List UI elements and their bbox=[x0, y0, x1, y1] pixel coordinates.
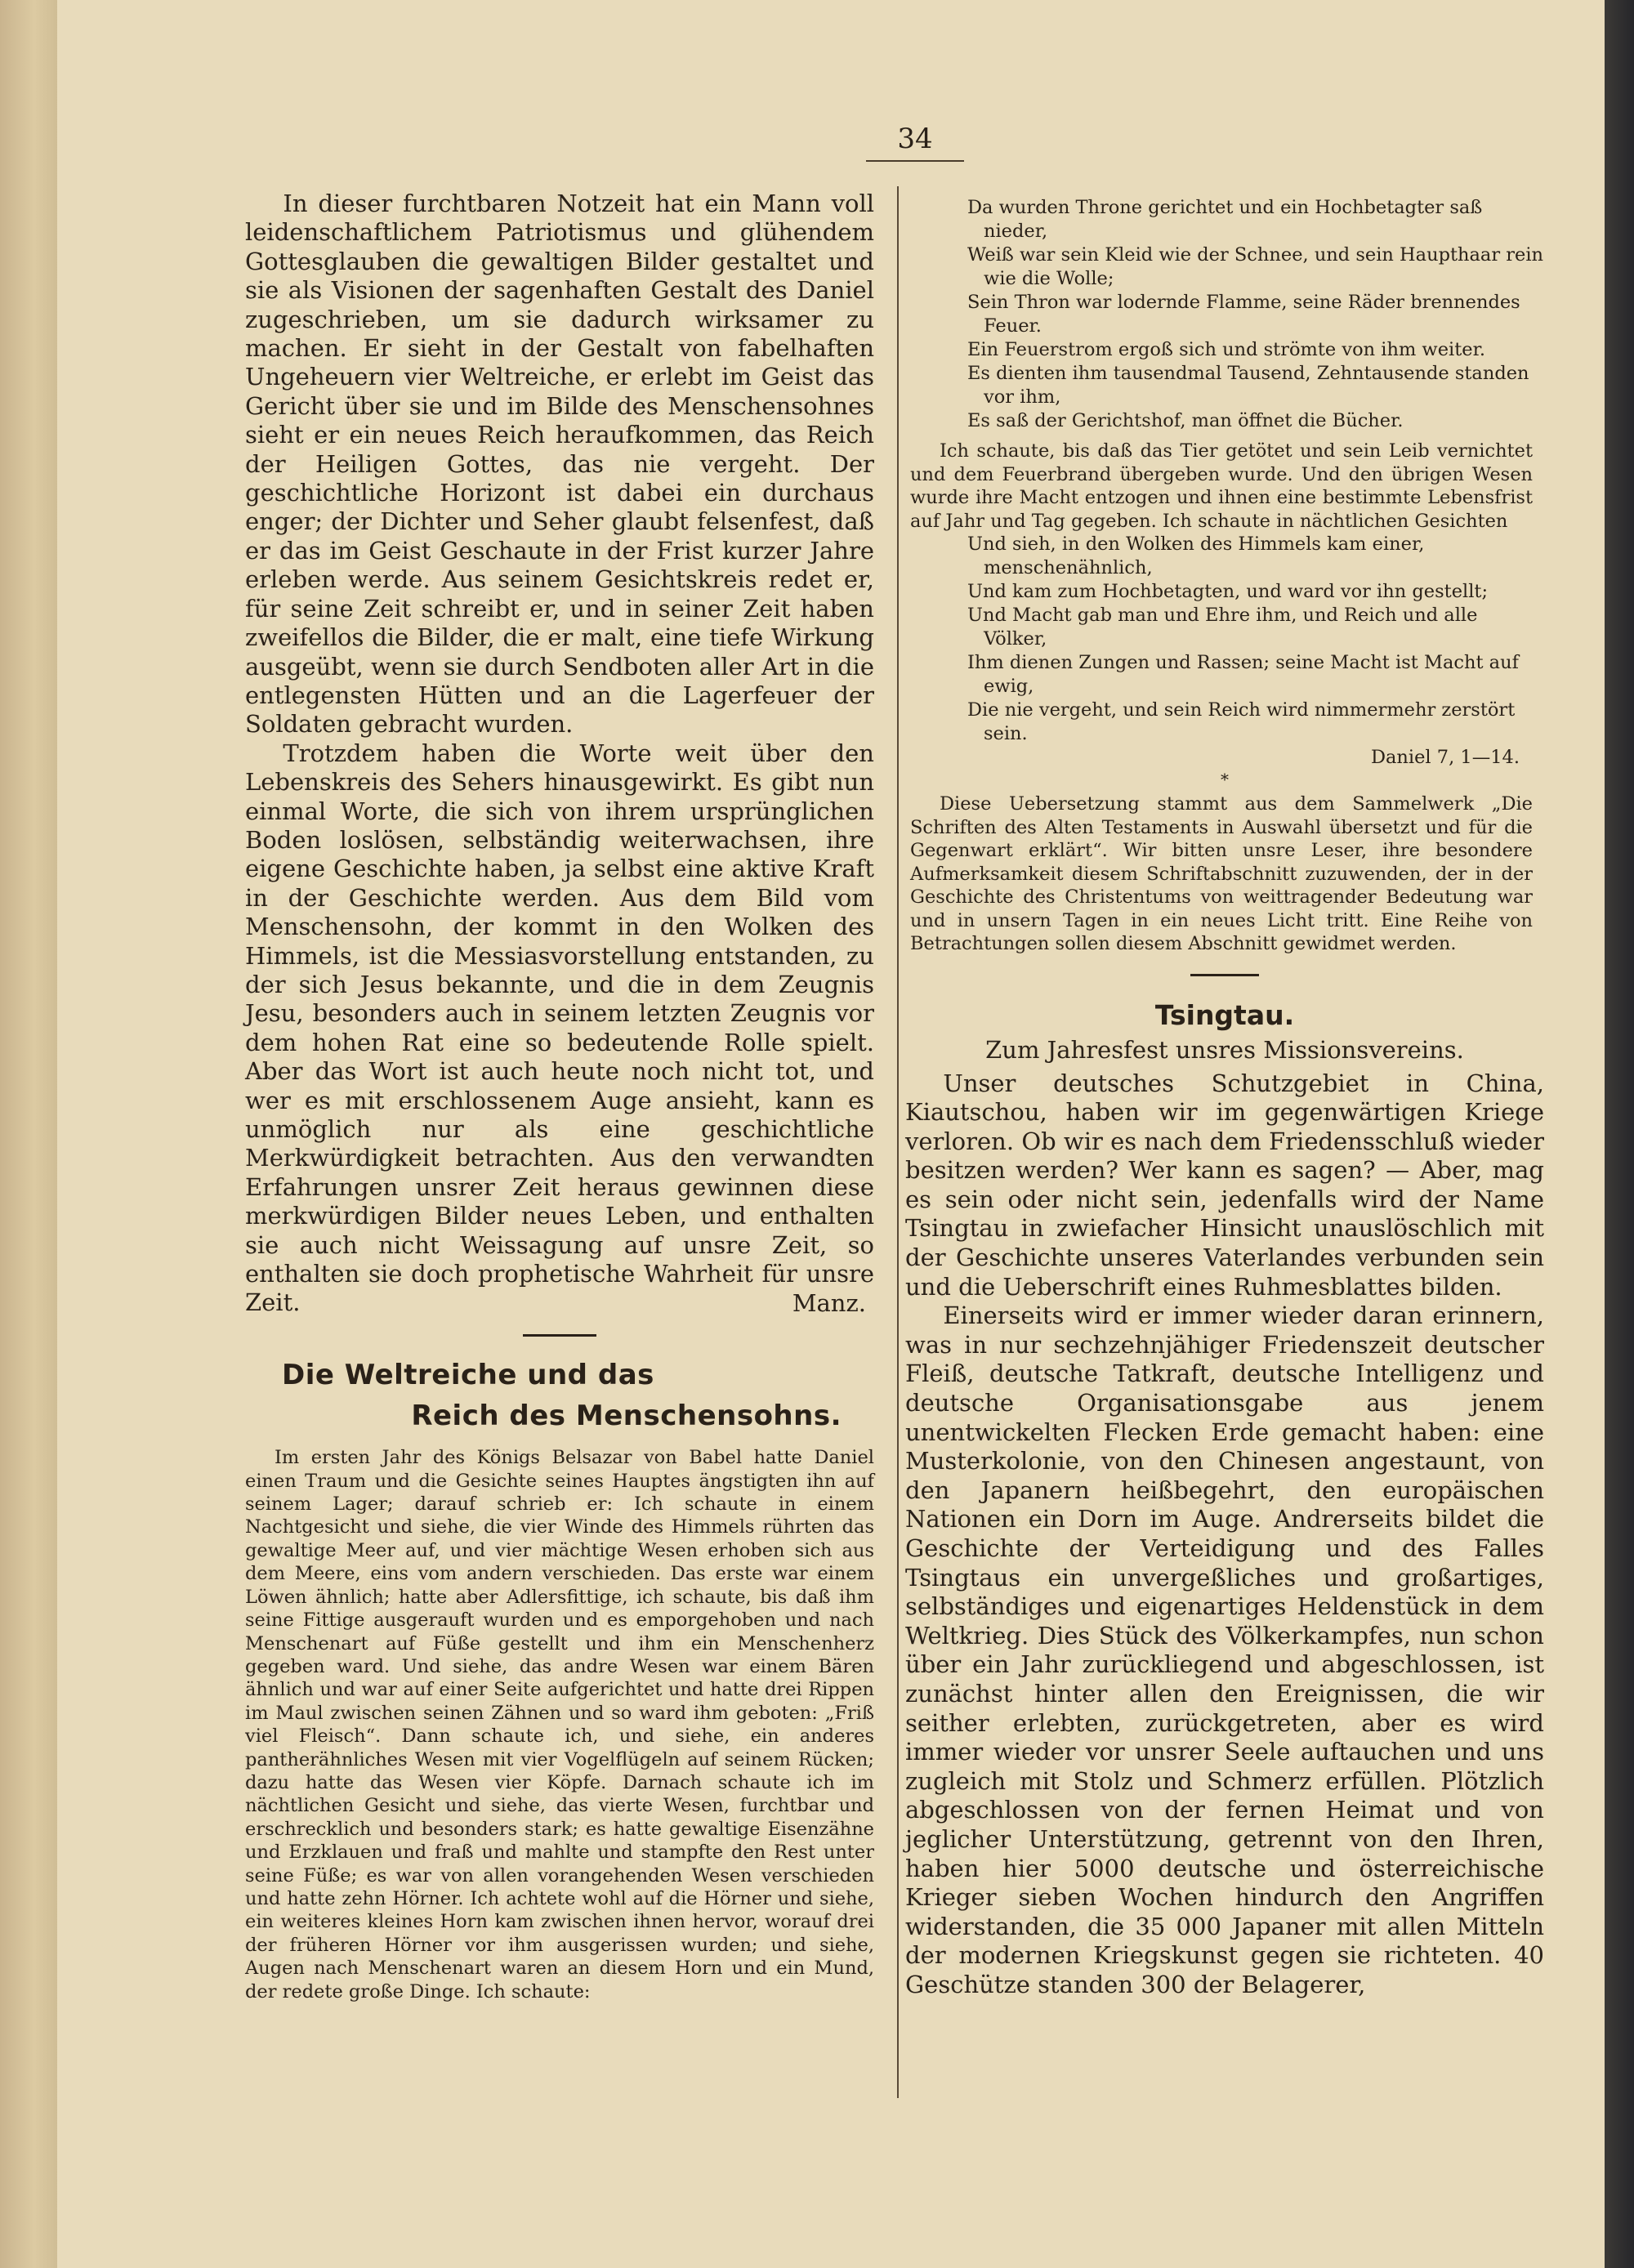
page-number: 34 bbox=[897, 123, 933, 155]
verse-line: Weiß war sein Kleid wie der Schnee, und sein Haupthaar rein wie die Wolle; bbox=[967, 244, 1544, 289]
verse-line: Und Macht gab man und Ehre ihm, und Reich und alle Völker, bbox=[967, 605, 1478, 650]
verse-line: Die nie vergeht, und sein Reich wird nimmermehr zerstört sein. bbox=[967, 699, 1516, 744]
verse-line: Ihm dienen Zungen und Rassen; seine Macht ist Macht auf ewig, bbox=[967, 652, 1519, 697]
right-column bbox=[905, 196, 1544, 2000]
page-binding-edge bbox=[0, 0, 59, 2268]
intro-paragraph-1: In dieser furchtbaren Notzeit hat ein Mann voll leidenschaftlichem Patriotismus und glühendem Gottesglauben die gewaltigen Bilder gestaltet und sie als Visionen der sagenhaften Gestalt des Daniel zugeschrieben, um sie dadurch wirksamer zu machen. Er sieht in der Gestalt von fabelhaften Ungeheuern vier Weltreiche, er erlebt im Geist das Gericht über sie und im Bilde des Menschensohnes sieht er ein neues Reich heraufkommen, das Reich der Heiligen Gottes, das nie vergeht. Der geschichtliche Horizont ist dabei ein durchaus enger; der Dichter und Seher glaubt felsenfest, daß er das im Geist Geschaute in der Frist kurzer Jahre erleben werde. Aus seinem Gesichtskreis redet er, für seine Zeit schreibt er, und in seiner Zeit haben zweifellos die Bilder, die er malt, eine tiefe Wirkung ausgeübt, wenn sie durch Sendboten aller Art in die entlegensten Hütten und an die Lagerfeuer der Soldaten gebracht wurden. bbox=[245, 190, 874, 739]
intro-paragraph-2: Trotzdem haben die Worte weit über den Lebenskreis des Sehers hinausgewirkt. Es gibt nun einmal Worte, die sich von ihrem ursprünglichen Boden loslösen, selbständig weiterwachsen, ihre eigene Geschichte haben, ja selbst eine aktive Kraft in der Geschichte werden. Aus dem Bild vom Menschensohn, der kommt in den Wolken des Himmels, ist die Messiasvorstellung entstanden, zu der sich Jesus bekannte, und die in dem Zeugnis Jesu, besonders auch in seinem letzten Zeugnis vor dem hohen Rat eine so bedeutende Rolle spielt. Aber das Wort ist auch heute noch nicht tot, und wer es mit erschlossenem Auge ansieht, kann es unmöglich nur als eine geschichtliche Merkwürdigkeit betrachten. Aus den verwandten Erfahrungen unsrer Zeit heraus gewinnen diese merkwürdigen Bilder neues Leben, und enthalten sie auch nicht Weissagung auf unsre Zeit, so enthalten sie doch prophetische Wahrheit für unsre Zeit. bbox=[245, 739, 874, 1317]
tsingtau-paragraph-1: Unser deutsches Schutzgebiet in China, Kiautschou, haben wir im gegenwärtigen Kriege verloren. Ob wir es nach dem Friedensschluß wieder besitzen werden? Wer kann es sagen? — Aber, mag es sein oder nicht sein, jedenfalls wird der Name Tsingtau in zwiefacher Hinsicht unauslöschlich mit der Geschichte unseres Vaterlandes verbunden sein und die Ueberschrift eines Ruhmesblattes bilden. bbox=[905, 1069, 1544, 1301]
verse-line: Es dienten ihm tausendmal Tausend, Zehntausende standen vor ihm, bbox=[967, 363, 1529, 408]
section-title-line-2: Reich des Menschensohns. bbox=[411, 1400, 842, 1433]
tsingtau-paragraph-2: Einerseits wird er immer wieder daran erinnern, was in nur sechzehnjähiger Friedenszeit deutscher Fleiß, deutsche Tatkraft, deutsche Intelligenz und deutsche Organisationsgabe aus jenem unentwickelten Flecken Erde gemacht haben: eine Musterkolonie, von den Chinesen angestaunt, von den Japanern heißbegehrt, den europäischen Nationen ein Dorn im Auge. Andrerseits bildet die Geschichte der Verteidigung und des Falles Tsingtaus ein unvergeßliches und großartiges, selbständiges und eigenartiges Heldenstück in dem Weltkrieg. Dies Stück des Völkerkampfes, nun schon über ein Jahr zurückliegend und abgeschlossen, ist zunächst hinter allen den Ereignissen, die wir seither erlebten, zurückgetreten, aber es wird immer wieder vor unsrer Seele auftauchen und uns zugleich mit Stolz und Schmerz erfüllen. Plötzlich abgeschlossen von der fernen Heimat und von jeglicher Unterstützung, getrennt von den Ihren, haben hier 5000 deutsche und österreichische Krieger sieben Wochen hindurch den Angriffen widerstanden, die 35 000 Japaner mit allen Mitteln der modernen Kriegskunst gegen sie richteten. 40 Geschütze standen 300 der Belagerer, bbox=[905, 1301, 1544, 1998]
verse-line: Und kam zum Hochbetagten, und ward vor ihn gestellt; bbox=[967, 581, 1489, 602]
verse-block-1 bbox=[905, 196, 1544, 433]
verse-line: Ein Feuerstrom ergoß sich und strömte von ihm weiter. bbox=[967, 339, 1485, 360]
tsingtau-article bbox=[905, 1069, 1544, 2000]
author-signature: Manz. bbox=[792, 1288, 866, 1317]
verse-line: Und sieh, in den Wolken des Himmels kam einer, menschenähnlich, bbox=[967, 534, 1425, 578]
tsingtau-title: Tsingtau. bbox=[1154, 998, 1295, 1031]
separator-star: * bbox=[1221, 770, 1229, 789]
prose-middle: Ich schaute, bis daß das Tier getötet und sein Leib vernichtet und dem Feuerbrand übergeben wurde. Und den übrigen Wesen wurde ihre Macht entzogen und ihnen eine bestimmte Lebensfrist auf Jahr und Tag gegeben. Ich schaute in nächtlichen Gesichten bbox=[910, 440, 1533, 532]
verse-line: Es saß der Gerichtshof, man öffnet die Bücher. bbox=[967, 410, 1404, 431]
column-divider bbox=[897, 186, 899, 2098]
section-rule bbox=[523, 1334, 596, 1337]
verse-line: Da wurden Throne gerichtet und ein Hochbetagter saß nieder, bbox=[967, 197, 1483, 242]
verse-block-2 bbox=[905, 533, 1544, 746]
tsingtau-subtitle: Zum Jahresfest unsres Missionsvereins. bbox=[985, 1035, 1464, 1064]
section-rule-right bbox=[1190, 974, 1259, 976]
header-rule bbox=[866, 160, 964, 162]
section-title bbox=[245, 1355, 874, 1436]
daniel-text: Im ersten Jahr des Königs Belsazar von Babel hatte Daniel einen Traum und die Gesichte seines Hauptes ängstigten ihn auf seinem Lager; darauf schrieb er: Ich schaute in einem Nachtgesicht und siehe, die vier Winde des Himmels rührten das gewaltige Meer auf, und vier mächtige Wesen erhoben sich aus dem Meere, eins vom andern verschieden. Das erste war einem Löwen ähnlich; hatte aber Adlersfittige, ich schaute, bis daß ihm seine Fittige ausgerauft wurden und es emporgehoben und nach Menschenart auf Füße gestellt und ihm ein Menschenherz gegeben ward. Und siehe, das andre Wesen war einem Bären ähnlich und war auf einer Seite aufgerichtet und hatte drei Rippen im Maul zwischen seinen Zähnen und so ward ihm geboten: „Friß viel Fleisch“. Dann schaute ich, und siehe, ein anderes pantherähnliches Wesen mit vier Vogelflügeln auf seinem Rücken; dazu hatte das Wesen vier Köpfe. Darnach schaute ich im nächtlichen Gesicht und siehe, das vierte Wesen, furchtbar und erschrecklich und besonders stark; es hatte gewaltige Eisenzähne und Erzklauen und fraß und mahlte und stampfte den Rest unter seine Füße; es war von allen vorangehenden Wesen verschieden und hatte zehn Hörner. Ich achtete wohl auf die Hörner und siehe, ein weiteres kleines Horn kam zwischen ihnen hervor, worauf drei der früheren Hörner vor ihm ausgerissen wurden; und siehe, Augen nach Menschenart waren an diesem Horn und ein Mund, der redete große Dinge. Ich schaute: bbox=[245, 1447, 874, 2002]
verse-line: Sein Thron war lodernde Flamme, seine Räder brennendes Feuer. bbox=[967, 292, 1520, 337]
left-column bbox=[245, 190, 874, 2003]
translator-note: Diese Uebersetzung stammt aus dem Sammelwerk „Die Schriften des Alten Testaments in Auswahl übersetzt und für die Gegenwart erklärt“. Wir bitten unsre Leser, ihre besondere Aufmerksamkeit diesem Schriftabschnitt zuzuwenden, der in der Geschichte des Christentums von weittragender Bedeutung war und in unsern Tagen in ein neues Licht tritt. Eine Reihe von Betrachtungen sollen diesem Abschnitt gewidmet werden. bbox=[910, 793, 1533, 954]
scan-background-edge bbox=[1605, 0, 1634, 2268]
section-title-line-1: Die Weltreiche und das bbox=[282, 1359, 654, 1392]
scripture-reference: Daniel 7, 1—14. bbox=[1370, 747, 1520, 768]
